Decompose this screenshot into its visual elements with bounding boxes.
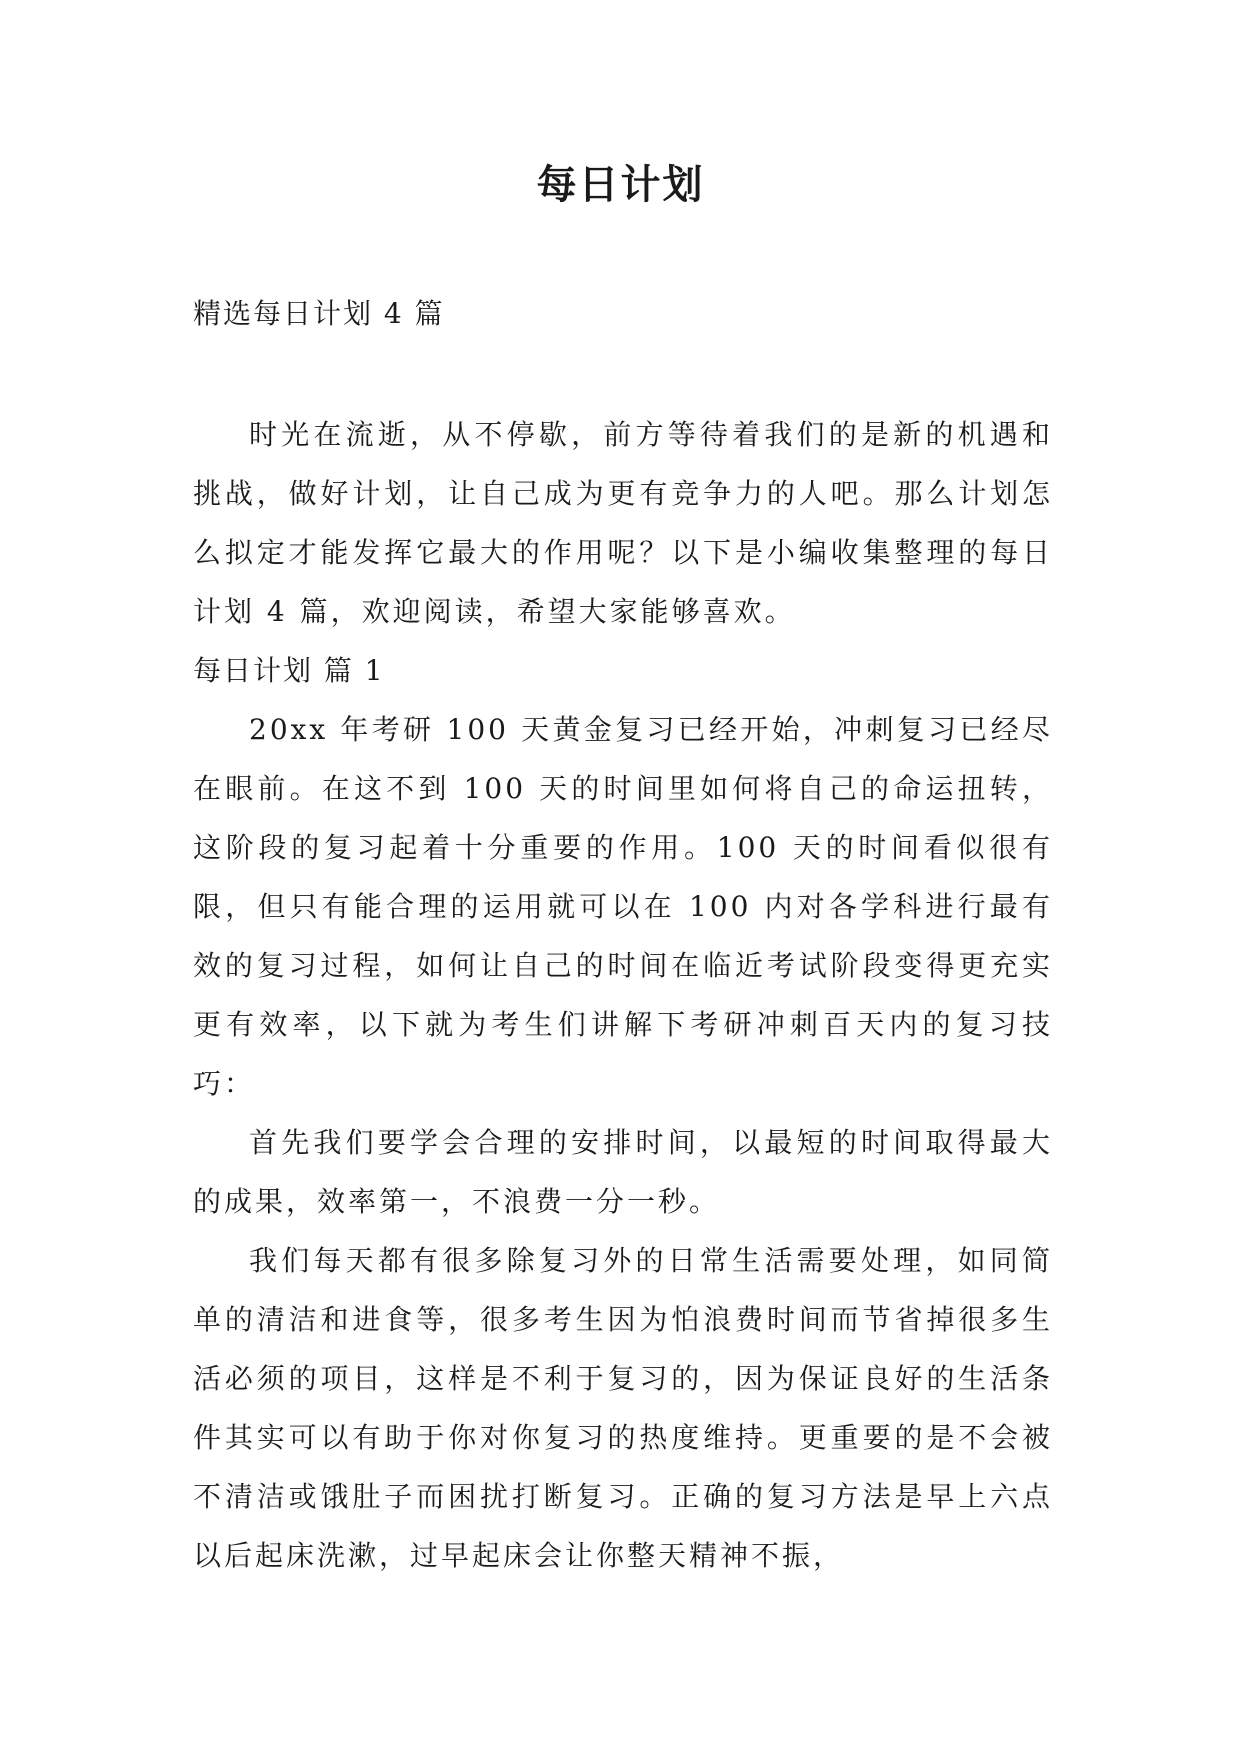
document-title: 每日计划 (536, 162, 705, 208)
body-paragraph: 首先我们要学会合理的安排时间，以最短的时间取得最大的成果，效率第一，不浪费一分一秒。 (193, 1126, 1053, 1218)
body-paragraph: 20xx 年考研 100 天黄金复习已经开始，冲刺复习已经尽在眼前。在这不到 100 天的时间里如何将自己的命运扭转，这阶段的复习起着十分重要的作用。100 天的时间看似很有限，但只有能合理的运用就可以在 100 内对各学科进行最有效的复习过程，如何让自己的时间在临近考试阶段变得更充实更有效率，以下就为考生们讲解下考研冲刺百天内的复习技巧： (193, 713, 1053, 1100)
body-paragraph: 我们每天都有很多除复习外的日常生活需要处理，如同简单的清洁和进食等，很多考生因为怕浪费时间而节省掉很多生活必须的项目，这样是不利于复习的，因为保证良好的生活条件其实可以有助于你对你复习的热度维持。更重要的是不会被不清洁或饿肚子而困扰打断复习。正确的复习方法是早上六点以后起床洗漱，过早起床会让你整天精神不振， (193, 1244, 1053, 1572)
intro-paragraph: 时光在流逝，从不停歇，前方等待着我们的是新的机遇和挑战，做好计划，让自己成为更有竞争力的人吧。那么计划怎么拟定才能发挥它最大的作用呢？以下是小编收集整理的每日计划 4 篇，欢迎阅读，希望大家能够喜欢。 (193, 418, 1053, 628)
document-body (193, 405, 1053, 1585)
section-heading: 每日计划 篇 1 (193, 654, 385, 687)
document-subtitle: 精选每日计划 4 篇 (193, 297, 445, 330)
